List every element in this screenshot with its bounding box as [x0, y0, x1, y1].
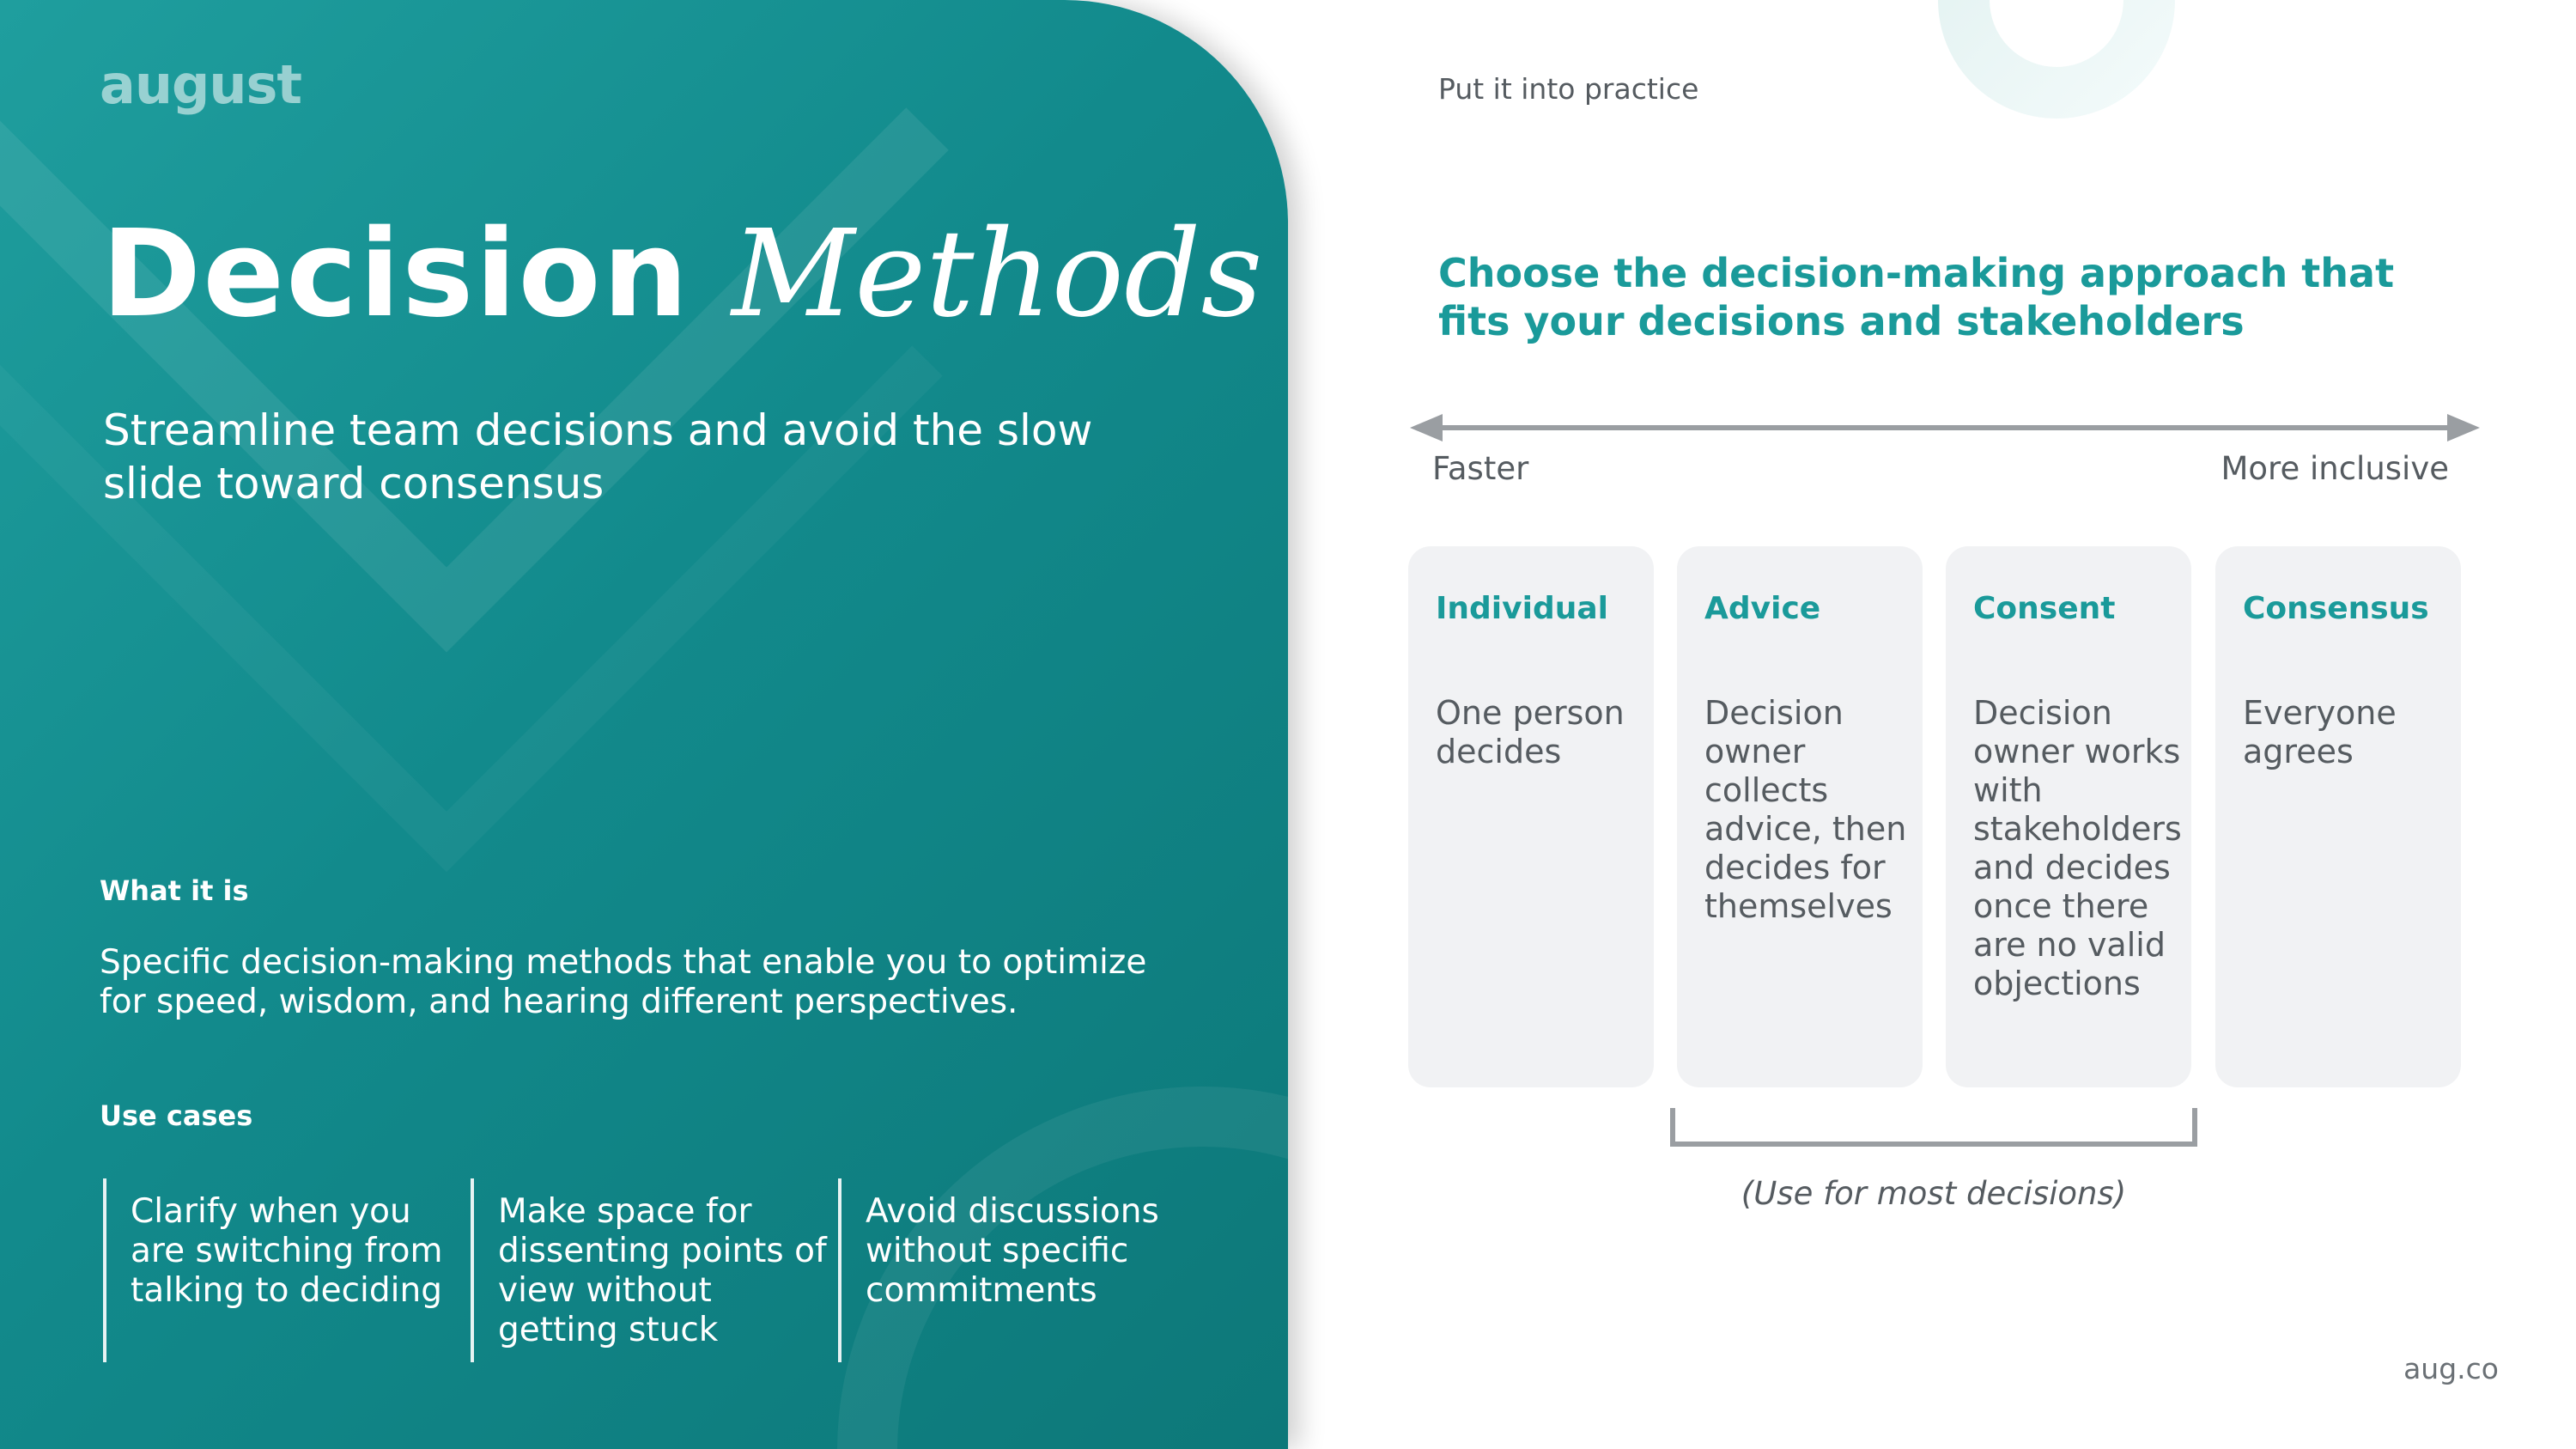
site-url: aug.co	[2403, 1352, 2499, 1385]
method-title: Advice	[1704, 591, 1821, 626]
method-card-advice	[1677, 546, 1923, 1087]
page-subtitle: Streamline team decisions and avoid the slow slide toward consensus	[103, 405, 1093, 508]
method-description: Decision owner collects advice, then decides for themselves	[1704, 694, 1907, 925]
what-it-is-heading: What it is	[100, 874, 249, 907]
title-plain: Decision	[101, 204, 690, 344]
use-case-1: Clarify when you are switching from talking to deciding	[103, 1178, 464, 1362]
method-description: Everyone agrees	[2243, 694, 2397, 770]
method-card-consent	[1946, 546, 2191, 1087]
use-cases-heading: Use cases	[100, 1099, 253, 1132]
method-title: Consent	[1973, 591, 2116, 626]
page-title	[101, 204, 1263, 344]
method-card-consensus	[2215, 546, 2461, 1087]
use-case-3: Avoid discussions without specific commitments	[838, 1178, 1199, 1362]
decorative-ring	[1923, 0, 2181, 155]
scale-label-more-inclusive: More inclusive	[2221, 450, 2449, 487]
title-accent: Methods	[732, 204, 1263, 344]
use-case-2: Make space for dissenting points of view without getting stuck	[471, 1178, 831, 1362]
method-title: Individual	[1436, 591, 1608, 626]
section-heading: Choose the decision-making approach that fits your decisions and stakeholders	[1438, 250, 2395, 344]
scale-label-faster: Faster	[1432, 450, 1529, 487]
method-description: One person decides	[1436, 694, 1625, 770]
method-card-individual	[1408, 546, 1654, 1087]
method-title: Consensus	[2243, 591, 2429, 626]
method-description: Decision owner works with stakeholders and decides once there are no valid objections	[1973, 694, 2182, 1002]
august-logo: august	[100, 53, 302, 116]
most-decisions-bracket	[1669, 1108, 2198, 1149]
section-eyebrow: Put it into practice	[1438, 72, 1699, 106]
bracket-note: (Use for most decisions)	[1741, 1175, 2127, 1212]
speed-inclusivity-arrow	[1408, 409, 2482, 447]
what-it-is-text: Specific decision-making methods that enable you to optimize for speed, wisdom, and hearing different perspectives.	[100, 943, 1147, 1021]
